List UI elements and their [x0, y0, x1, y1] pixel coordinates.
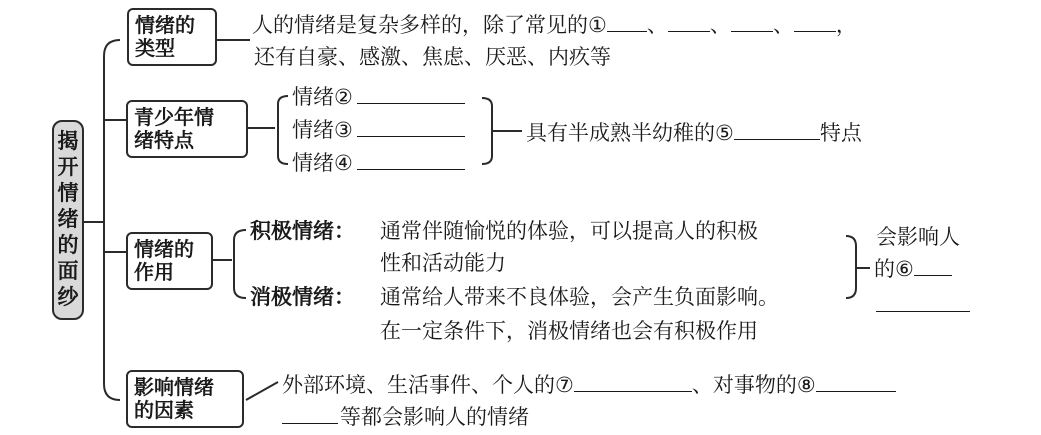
- branch-label-line: 绪特点: [134, 128, 194, 152]
- factors-text-mid: 、对事物的⑧: [691, 373, 816, 397]
- root-char: 揭: [57, 129, 79, 153]
- root-char: 开: [57, 155, 79, 179]
- answer-blank-7: [574, 373, 692, 392]
- factors-line-2: [282, 404, 529, 430]
- positive-emotion-line-1: 通常伴随愉悦的体验，可以提高人的积极: [380, 219, 758, 243]
- answer-blank-3: [357, 118, 465, 137]
- youth-item-2: [292, 117, 465, 143]
- answer-blank-2: [357, 85, 465, 104]
- youth-item-label: 情绪③: [292, 118, 353, 142]
- youth-summary-text: 具有半成熟半幼稚的⑤: [526, 121, 734, 145]
- branch-label-line: 青少年情: [134, 105, 214, 129]
- negative-emotion-line-2: 在一定条件下，消极情绪也会有积极作用: [380, 319, 758, 343]
- types-intro-text: 人的情绪是复杂多样的，除了常见的①: [252, 13, 607, 37]
- answer-blank-1b: [668, 13, 710, 32]
- youth-item-1: [292, 84, 465, 110]
- branch-label-line: 情绪的: [135, 13, 195, 37]
- answer-blank-1d: [794, 13, 836, 32]
- separator: 、: [772, 13, 794, 37]
- answer-blank-6b: [876, 311, 970, 312]
- branch-label-line: 类型: [135, 36, 175, 60]
- branch-function-box: [126, 232, 213, 290]
- root-char: 绪: [57, 207, 79, 231]
- branch-factors-box: [126, 370, 244, 428]
- youth-summary-suffix: 特点: [819, 121, 862, 145]
- types-line-1: [252, 12, 857, 38]
- factors-tail-text: 等都会影响人的情绪: [340, 405, 529, 429]
- branch-types-box: [127, 8, 217, 66]
- branch-label-line: 情绪的: [134, 237, 194, 261]
- root-char: 的: [57, 233, 79, 257]
- function-summary-line-1: 会影响人: [876, 225, 960, 249]
- separator: 、: [709, 13, 731, 37]
- root-char: 纱: [57, 285, 79, 309]
- answer-blank-8b: [282, 405, 338, 424]
- branch-label-line: 的因素: [134, 398, 194, 422]
- line-end: ，: [835, 13, 857, 37]
- youth-summary: [526, 120, 862, 146]
- function-summary-line-2: [874, 256, 952, 282]
- answer-blank-1a: [607, 13, 647, 32]
- types-line-2: 还有自豪、感激、焦虑、厌恶、内疚等: [254, 45, 611, 69]
- youth-item-3: [292, 150, 465, 176]
- answer-blank-1c: [731, 13, 773, 32]
- factors-line-1: [282, 372, 896, 398]
- negative-emotion-label: 消极情绪：: [250, 285, 355, 309]
- root-char: 面: [57, 259, 79, 283]
- positive-emotion-label: 积极情绪：: [250, 219, 355, 243]
- separator: 、: [646, 13, 668, 37]
- root-topic: [52, 120, 84, 320]
- branch-label-line: 影响情绪: [134, 375, 214, 399]
- youth-item-label: 情绪②: [292, 85, 353, 109]
- factors-text: 外部环境、生活事件、个人的⑦: [282, 373, 574, 397]
- answer-blank-4: [357, 151, 465, 170]
- negative-emotion-line-1: 通常给人带来不良体验，会产生负面影响。: [380, 285, 779, 309]
- answer-blank-5: [734, 121, 820, 140]
- positive-emotion-line-2: 性和活动能力: [380, 251, 506, 275]
- function-summary-text: 的⑥: [874, 257, 914, 281]
- branch-label-line: 作用: [134, 260, 174, 284]
- youth-item-label: 情绪④: [292, 151, 353, 175]
- root-char: 情: [57, 181, 79, 205]
- branch-youth-box: [126, 100, 248, 158]
- answer-blank-6a: [914, 257, 952, 276]
- answer-blank-8a: [816, 373, 896, 392]
